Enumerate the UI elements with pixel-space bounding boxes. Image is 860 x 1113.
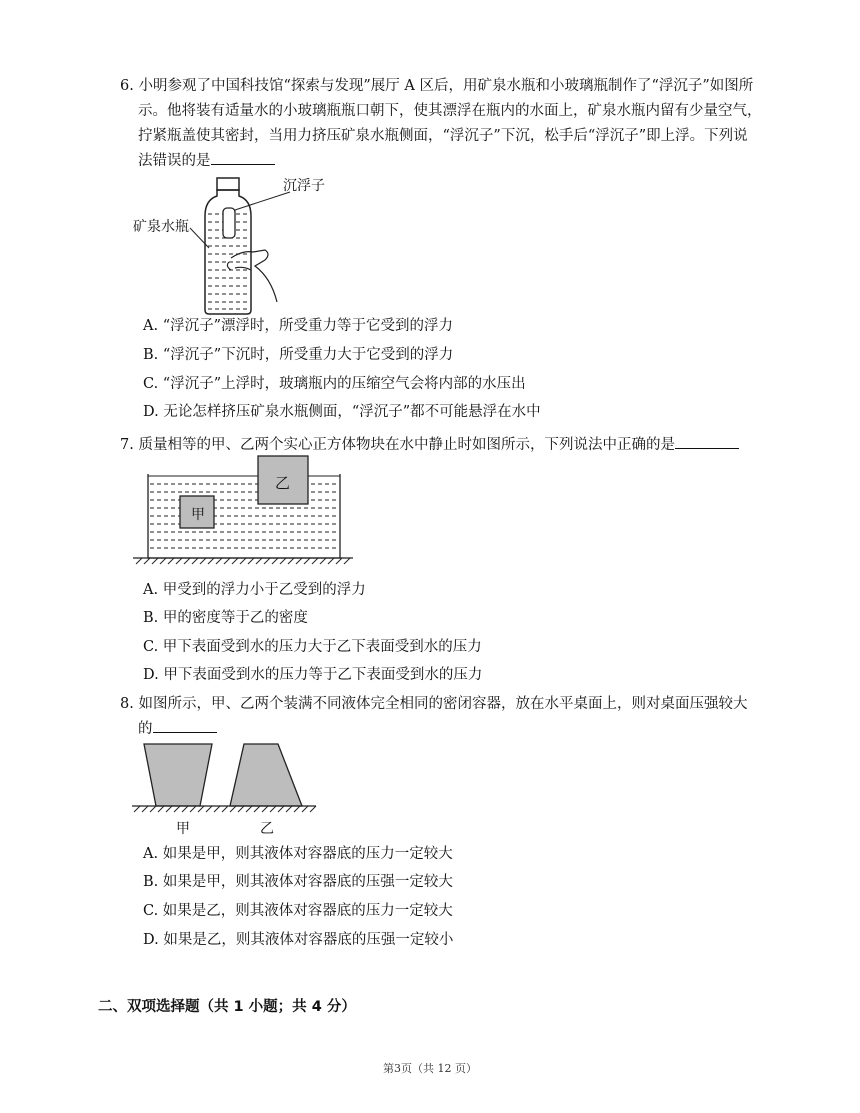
q7-label-jia: 甲: [191, 507, 205, 523]
q8-option-c[interactable]: C. 如果是乙，则其液体对容器底的压力一定较大: [143, 903, 453, 919]
answer-blank[interactable]: [211, 150, 275, 165]
q6-line2: 示。他将装有适量水的小玻璃瓶瓶口朝下，使其漂浮在瓶内的水面上，矿泉水瓶内留有少量空气，: [138, 103, 762, 119]
page-number-footer: 第3页（共 12 页）: [383, 1062, 477, 1075]
q7-option-c[interactable]: C. 甲下表面受到水的压力大于乙下表面受到水的压力: [143, 639, 482, 655]
q8-option-d[interactable]: D. 如果是乙，则其液体对容器底的压强一定较小: [143, 932, 454, 948]
q6-option-a[interactable]: A. “浮沉子”漂浮时，所受重力等于它受到的浮力: [143, 318, 454, 334]
q6-line4: 法错误的是: [120, 149, 765, 174]
question-8-stem: [120, 692, 780, 742]
q7-figure-tank: [128, 452, 358, 572]
section-2-heading: 二、双项选择题（共 1 小题；共 4 分）: [98, 999, 356, 1015]
q6-option-d[interactable]: D. 无论怎样挤压矿泉水瓶侧面，“浮沉子”都不可能悬浮在水中: [143, 404, 541, 420]
q6-line1: 6. 小明参观了中国科技馆“探索与发现”展厅 A 区后，用矿泉水瓶和小玻璃瓶制作了“浮沉子”如图所: [120, 78, 754, 94]
q7-option-d[interactable]: D. 甲下表面受到水的压力等于乙下表面受到水的压力: [143, 667, 483, 683]
q8-label-jia: 甲: [176, 821, 190, 837]
q6-line3: 拧紧瓶盖使其密封，当用力挤压矿泉水瓶侧面，“浮沉子”下沉，松手后“浮沉子”即上浮。下列说: [138, 128, 748, 144]
q8-line2: 的: [120, 717, 780, 742]
q6-option-c[interactable]: C. “浮沉子”上浮时，玻璃瓶内的压缩空气会将内部的水压出: [143, 376, 526, 392]
q8-label-yi: 乙: [260, 821, 274, 837]
q7-option-b[interactable]: B. 甲的密度等于乙的密度: [143, 610, 308, 626]
q6-option-b[interactable]: B. “浮沉子”下沉时，所受重力大于它受到的浮力: [143, 347, 454, 363]
q8-figure-containers: [130, 740, 320, 820]
q8-option-a[interactable]: A. 如果是甲，则其液体对容器底的压力一定较大: [143, 846, 453, 862]
question-7-stem: 7. 质量相等的甲、乙两个实心正方体物块在水中静止时如图所示，下列说法中正确的是: [120, 433, 780, 458]
q7-label-yi: 乙: [275, 474, 291, 492]
q8-line1: 8. 如图所示，甲、乙两个装满不同液体完全相同的密闭容器，放在水平桌面上，则对桌面压强较大: [120, 696, 748, 712]
q6-label-diver: 沉浮子: [283, 178, 325, 194]
question-6-stem: [120, 74, 765, 174]
q8-option-b[interactable]: B. 如果是甲，则其液体对容器底的压强一定较大: [143, 874, 453, 890]
answer-blank[interactable]: [153, 718, 217, 733]
q6-label-bottle: 矿泉水瓶: [133, 219, 189, 235]
answer-blank[interactable]: [675, 434, 739, 449]
q7-option-a[interactable]: A. 甲受到的浮力小于乙受到的浮力: [143, 582, 366, 598]
